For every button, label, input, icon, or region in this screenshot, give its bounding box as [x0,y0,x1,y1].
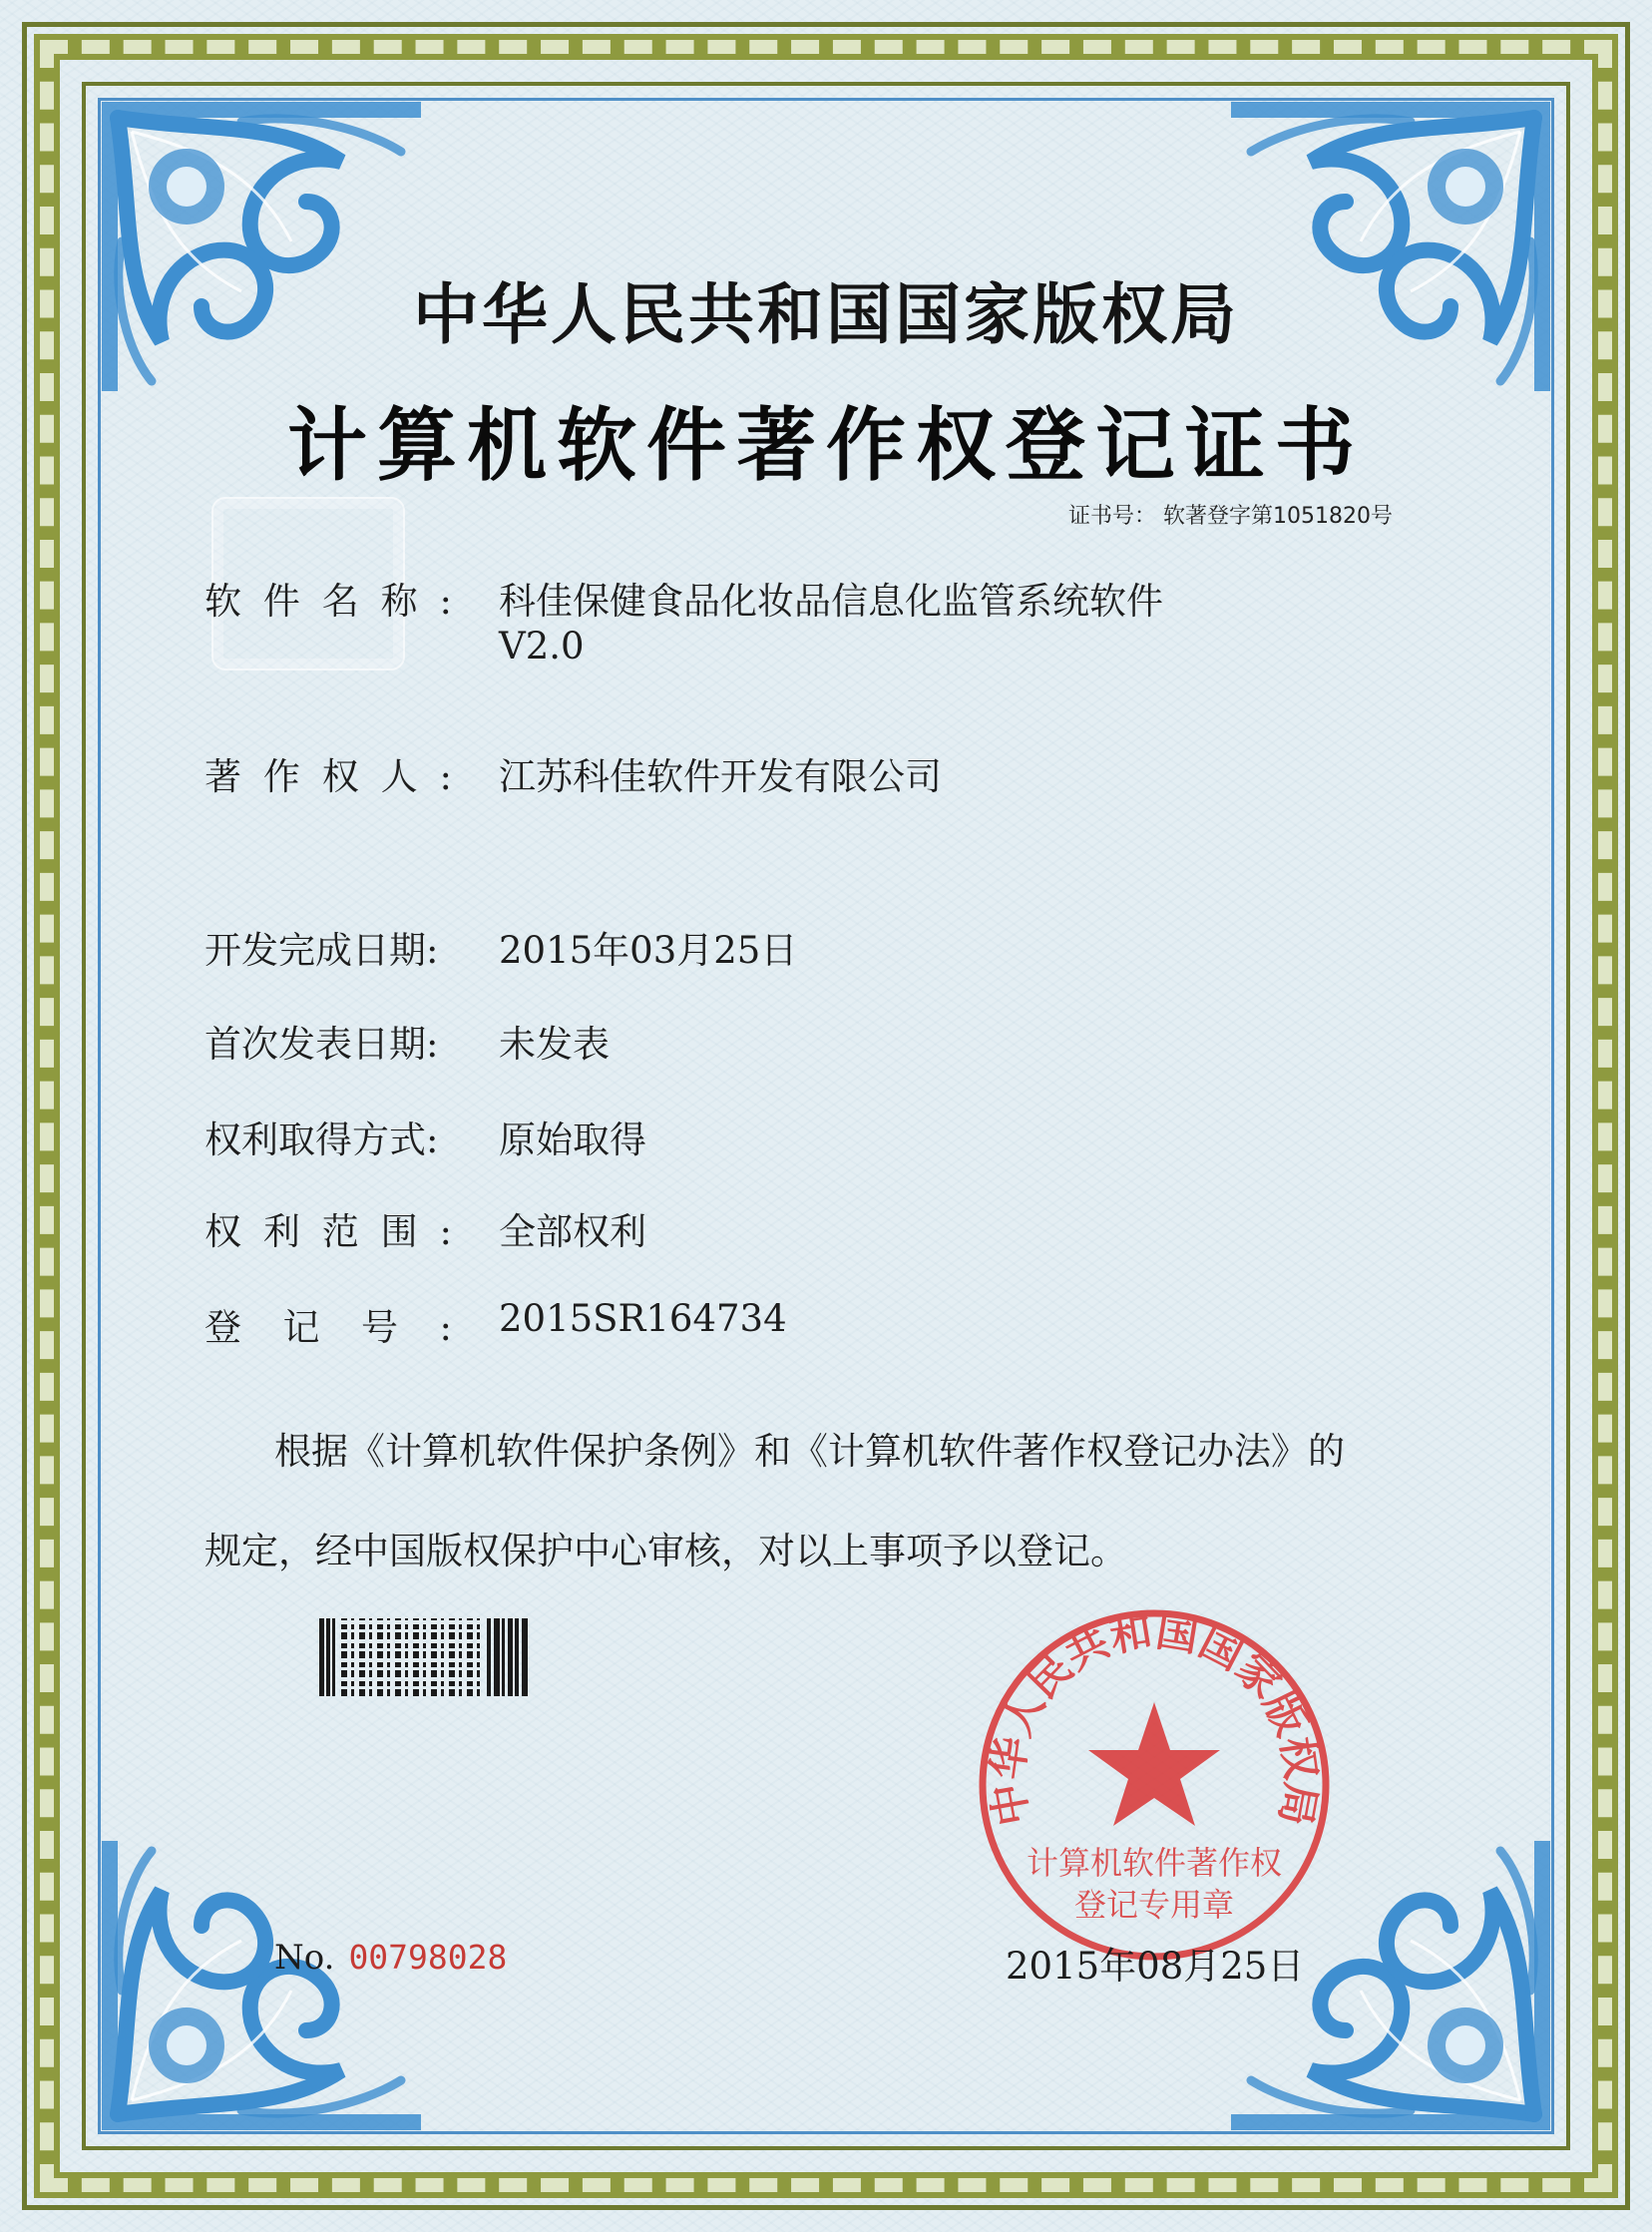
serial-number-block [274,1938,507,1978]
issuer-title: 中华人民共和国国家版权局 [413,275,1239,353]
field-copyright-owner [205,746,942,800]
first-publication-date-label: 首次发表日期: [205,1023,439,1066]
completion-date-label: 开发完成日期: [205,929,439,972]
first-publication-date-value: 未发表 [499,1023,610,1066]
registration-number-value: 2015SR164734 [499,1297,787,1340]
serial-label: No. [274,1938,335,1978]
software-name-line1: 科佳保健食品化妆品信息化监管系统软件 [499,580,1163,623]
field-rights-scope [205,1201,646,1255]
official-seal [970,1600,1339,1970]
barcode [319,1618,553,1696]
field-completion-date [205,920,797,974]
seal-outer-text: 中华人民共和国国家版权局 [982,1605,1327,1830]
acquisition-method-label: 权利取得方式: [205,1118,439,1161]
statement-line-1: 根据《计算机软件保护条例》和《计算机软件著作权登记办法》的 [274,1430,1345,1473]
field-software-name [205,571,1163,668]
issue-date: 2015年08月25日 [1006,1945,1305,1988]
registration-number-label: 登记号: [205,1306,452,1349]
seal-inner-line-1: 计算机软件著作权 [1026,1844,1283,1882]
completion-date-value: 2015年03月25日 [499,929,798,972]
field-acquisition-method [205,1110,646,1163]
statement-line-2: 规定，经中国版权保护中心审核，对以上事项予以登记。 [205,1530,1127,1572]
certificate-title: 计算机软件著作权登记证书 [287,398,1365,492]
rights-scope-label: 权利范围: [205,1210,452,1253]
corner-ornament-bottom-left [92,1841,421,2140]
software-name-label: 软件名称: [205,580,452,623]
copyright-owner-label: 著作权人: [205,755,452,798]
acquisition-method-value: 原始取得 [499,1118,646,1161]
seal-inner-line-2: 登记专用章 [1073,1886,1235,1924]
rights-scope-value: 全部权利 [499,1210,646,1253]
software-name-line2: V2.0 [499,625,585,668]
certificate-number: 证书号： 软著登字第1051820号 [1068,504,1393,529]
field-registration-number [205,1297,787,1351]
copyright-owner-value: 江苏科佳软件开发有限公司 [499,755,942,798]
serial-number: 00798028 [348,1938,508,1977]
software-name-value [499,571,1163,668]
field-first-publication-date [205,1014,610,1068]
